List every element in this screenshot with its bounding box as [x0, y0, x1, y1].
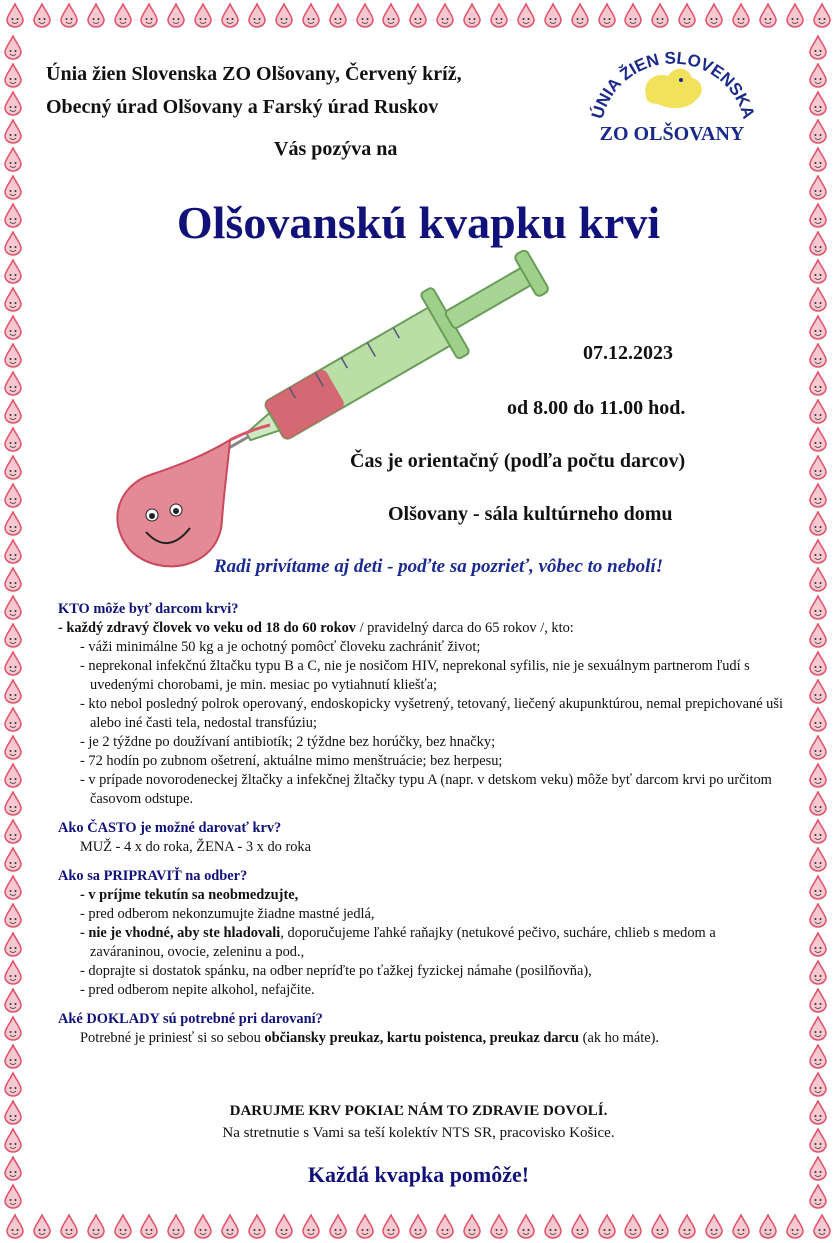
blood-drop-icon [757, 2, 779, 28]
blood-drop-icon [2, 62, 24, 88]
blood-drop-icon [807, 762, 829, 788]
blood-drop-icon [2, 987, 24, 1013]
blood-drop-icon [2, 1015, 24, 1041]
bird-icon [645, 69, 701, 108]
blood-drop-icon [2, 959, 24, 985]
blood-drop-icon [2, 34, 24, 60]
blood-drop-icon [327, 2, 349, 28]
blood-drop-icon [138, 1213, 160, 1239]
blood-drop-icon [807, 510, 829, 536]
blood-drop-icon [2, 1043, 24, 1069]
how-often-text: MUŽ - 4 x do roka, ŽENA - 3 x do roka [80, 839, 312, 855]
blood-drop-icon [596, 2, 618, 28]
blood-drop-icon [192, 1213, 214, 1239]
blood-drop-icon [807, 594, 829, 620]
blood-drop-icon [807, 818, 829, 844]
criteria-list [58, 638, 788, 809]
blood-drop-icon [2, 482, 24, 508]
blood-drop-icon [85, 2, 107, 28]
blood-drop-icon [31, 2, 53, 28]
blood-drop-icon [807, 426, 829, 452]
blood-drop-icon [2, 146, 24, 172]
event-title: Olšovanskú kvapku krvi [176, 197, 661, 248]
section-prepare-heading: Ako sa PRIPRAVIŤ na odber? [58, 868, 248, 884]
blood-drop-icon [807, 790, 829, 816]
blood-drop-icon [807, 706, 829, 732]
blood-drop-icon [2, 931, 24, 957]
blood-drop-icon [807, 370, 829, 396]
blood-drop-face-icon [117, 440, 230, 566]
blood-drop-icon [165, 1213, 187, 1239]
blood-drop-icon [2, 818, 24, 844]
organizers [46, 58, 462, 124]
closing-slogan: DARUJME KRV POKIAĽ NÁM TO ZDRAVIE DOVOLÍ. [229, 1103, 608, 1119]
blood-drop-icon [58, 1213, 80, 1239]
blood-drop-icon [807, 454, 829, 480]
blood-drop-icon [2, 342, 24, 368]
section-documents [58, 1010, 788, 1048]
blood-drop-icon [246, 1213, 268, 1239]
blood-drop-icon [2, 286, 24, 312]
blood-drop-icon [273, 1213, 295, 1239]
lead-rest: / pravidelný darca do 65 rokov /, kto: [355, 620, 574, 636]
blood-drop-icon [354, 2, 376, 28]
blood-drop-icon [703, 1213, 725, 1239]
final-slogan: Každá kvapka pomôže! [307, 1162, 530, 1187]
lead-bold: - každý zdravý človek vo veku od 18 do 60 rokov [58, 620, 356, 636]
blood-drop-icon [2, 538, 24, 564]
blood-drop-icon [807, 734, 829, 760]
logo-arc-text: ÚNIA ŽIEN SLOVENSKA [587, 48, 759, 121]
list-item: - neprekonal infekčnú žltačku typu B a C, nie je nosičom HIV, neprekonal syfilis, nie je sexuálnym partnerom ľudí s uvedenými chorobami, je min. mesiac po vytiahnutí kliešťa; [80, 658, 750, 693]
documents-text-start: Potrebné je priniesť si so sebou [80, 1030, 265, 1046]
closing-team: Na stretnutie s Vami sa teší kolektív NTS SR, pracovisko Košice. [222, 1125, 615, 1141]
documents-text [58, 1029, 788, 1048]
blood-drop-icon [488, 1213, 510, 1239]
blood-drop-icon [58, 2, 80, 28]
event-date: 07.12.2023 [583, 342, 673, 364]
blood-drop-icon [192, 2, 214, 28]
blood-drop-icon [488, 2, 510, 28]
blood-drop-icon [807, 258, 829, 284]
list-item [58, 924, 788, 962]
blood-drop-icon [811, 2, 833, 28]
donor-information [58, 600, 788, 1058]
blood-drop-icon [327, 1213, 349, 1239]
list-item: - váži minimálne 50 kg a je ochotný pomôcť človeku zachrániť život; [80, 639, 481, 655]
blood-drop-icon [807, 931, 829, 957]
list-item: - pred odberom nepite alkohol, nefajčite. [80, 982, 315, 998]
blood-drop-icon [622, 2, 644, 28]
blood-drop-icon [807, 62, 829, 88]
blood-drop-icon [407, 1213, 429, 1239]
list-item: - je 2 týždne po doužívaní antibiotík; 2 týždne bez horúčky, bez hnačky; [80, 734, 496, 750]
blood-drop-icon [380, 1213, 402, 1239]
list-item: - kto nebol posledný polrok operovaný, endoskopicky vyšetrený, tetovaný, liečený akupunktúrou, nemal prepichované uši alebo iné časti tela, nedostal transfúziu; [80, 696, 783, 731]
blood-drop-icon [807, 286, 829, 312]
union-logo [584, 30, 760, 148]
blood-drop-icon [784, 2, 806, 28]
blood-drop-icon [542, 2, 564, 28]
section-documents-heading: Aké DOKLADY sú potrebné pri darovaní? [58, 1011, 323, 1027]
prepare-item-rest: , doporučujeme ľahké raňajky (netukové pečivo, sucháre, chlieb s medom a zaváraninou, ovocie, zeleninu a pod., [90, 925, 716, 960]
border-bottom [0, 1213, 837, 1243]
blood-drop-icon [112, 1213, 134, 1239]
prepare-item-bold: - v príjme tekutín sa neobmedzujte, [80, 887, 299, 903]
blood-drop-icon [807, 959, 829, 985]
blood-drop-icon [807, 538, 829, 564]
blood-drop-icon [2, 846, 24, 872]
blood-drop-icon [85, 1213, 107, 1239]
blood-drop-icon [807, 678, 829, 704]
blood-drop-icon [273, 2, 295, 28]
blood-drop-icon [515, 1213, 537, 1239]
blood-drop-icon [165, 2, 187, 28]
blood-drop-icon [2, 118, 24, 144]
blood-drop-icon [515, 2, 537, 28]
list-item: - 72 hodín po zubnom ošetrení, aktuálne mimo menštruácie; bez herpesu; [80, 753, 503, 769]
blood-drop-icon [2, 1071, 24, 1097]
blood-drop-icon [807, 482, 829, 508]
organizers-line-2: Obecný úrad Olšovany a Farský úrad Ruskov [46, 96, 439, 118]
list-item: - v prípade novorodeneckej žltačky a infekčnej žltačky typu A (napr. v detskom veku) môže byť darcom krvi po určitom časovom odstupe. [80, 772, 772, 807]
blood-drop-icon [807, 650, 829, 676]
organizers-line-1: Únia žien Slovenska ZO Olšovany, Červený kríž, [46, 63, 462, 85]
blood-drop-icon [4, 1213, 26, 1239]
blood-drop-icon [300, 2, 322, 28]
section-who-heading: KTO môže byť darcom krvi? [58, 601, 239, 617]
blood-drop-icon [380, 2, 402, 28]
blood-drop-icon [112, 2, 134, 28]
prepare-list [58, 886, 788, 1000]
blood-drop-icon [649, 2, 671, 28]
blood-drop-icon [807, 398, 829, 424]
blood-drop-icon [2, 594, 24, 620]
blood-drop-icon [596, 1213, 618, 1239]
blood-drop-icon [807, 90, 829, 116]
blood-drop-icon [2, 762, 24, 788]
blood-drop-icon [730, 2, 752, 28]
blood-drop-icon [2, 874, 24, 900]
blood-drop-icon [807, 34, 829, 60]
blood-drop-icon [807, 987, 829, 1013]
blood-drop-icon [246, 2, 268, 28]
blood-drop-icon [434, 2, 456, 28]
blood-drop-icon [807, 118, 829, 144]
blood-drop-icon [807, 566, 829, 592]
blood-drop-icon [2, 426, 24, 452]
blood-drop-icon [2, 790, 24, 816]
blood-drop-icon [219, 1213, 241, 1239]
blood-drop-icon [569, 2, 591, 28]
blood-drop-icon [676, 2, 698, 28]
blood-drop-icon [807, 146, 829, 172]
blood-drop-icon [461, 2, 483, 28]
blood-drop-icon [807, 1043, 829, 1069]
documents-text-bold: občiansky preukaz, kartu poistenca, preukaz darcu [264, 1030, 580, 1046]
blood-drop-icon [138, 2, 160, 28]
blood-drop-icon [784, 1213, 806, 1239]
blood-drop-icon [807, 846, 829, 872]
blood-drop-icon [2, 678, 24, 704]
blood-drop-icon [4, 2, 26, 28]
blood-drop-icon [2, 398, 24, 424]
blood-drop-icon [807, 874, 829, 900]
blood-drop-icon [2, 258, 24, 284]
section-prepare [58, 867, 788, 1000]
blood-drop-icon [807, 1071, 829, 1097]
blood-drop-icon [2, 650, 24, 676]
section-how-often-heading: Ako ČASTO je možné darovať krv? [58, 820, 282, 836]
blood-drop-icon [2, 622, 24, 648]
blood-drop-icon [2, 566, 24, 592]
blood-drop-icon [219, 2, 241, 28]
blood-drop-icon [2, 454, 24, 480]
blood-drop-icon [757, 1213, 779, 1239]
blood-drop-icon [461, 1213, 483, 1239]
blood-drop-icon [811, 1213, 833, 1239]
blood-drop-icon [703, 2, 725, 28]
section-who-lead [58, 619, 788, 638]
documents-text-end: (ak ho máte). [579, 1030, 659, 1046]
blood-drop-icon [676, 1213, 698, 1239]
section-how-often [58, 819, 788, 857]
section-who [58, 600, 788, 809]
blood-drop-icon [434, 1213, 456, 1239]
logo-bottom-text: ZO OLŠOVANY [599, 123, 745, 145]
time-note: Čas je orientačný (podľa počtu darcov) [350, 450, 686, 472]
list-item: - pred odberom nekonzumujte žiadne mastné jedlá, [80, 906, 375, 922]
closing [0, 1100, 837, 1144]
blood-drop-icon [2, 706, 24, 732]
blood-drop-icon [2, 734, 24, 760]
prepare-item-bold: - nie je vhodné, aby ste hladovali [80, 925, 281, 941]
blood-drop-icon [807, 1015, 829, 1041]
blood-drop-icon [807, 622, 829, 648]
blood-drop-icon [2, 510, 24, 536]
list-item: - doprajte si dostatok spánku, na odber nepríďte po ťažkej fyzickej námahe (posilňovňa), [80, 963, 592, 979]
blood-drop-icon [542, 1213, 564, 1239]
border-top [0, 2, 837, 32]
blood-drop-icon [807, 314, 829, 340]
list-item [58, 886, 788, 905]
blood-drop-icon [2, 902, 24, 928]
blood-drop-icon [569, 1213, 591, 1239]
blood-drop-icon [300, 1213, 322, 1239]
blood-drop-icon [354, 1213, 376, 1239]
event-place: Olšovany - sála kultúrneho domu [388, 503, 673, 525]
blood-drop-icon [31, 1213, 53, 1239]
blood-drop-icon [407, 2, 429, 28]
blood-drop-icon [730, 1213, 752, 1239]
blood-drop-icon [649, 1213, 671, 1239]
kids-welcome-note: Radi privítame aj deti - poďte sa pozrieť, vôbec to nebolí! [214, 556, 664, 577]
blood-drop-icon [2, 370, 24, 396]
event-time: od 8.00 do 11.00 hod. [507, 397, 686, 419]
blood-drop-icon [622, 1213, 644, 1239]
blood-drop-icon [2, 90, 24, 116]
blood-drop-icon [807, 902, 829, 928]
blood-drop-icon [807, 342, 829, 368]
invitation-text: Vás pozýva na [274, 138, 398, 160]
blood-drop-icon [2, 314, 24, 340]
